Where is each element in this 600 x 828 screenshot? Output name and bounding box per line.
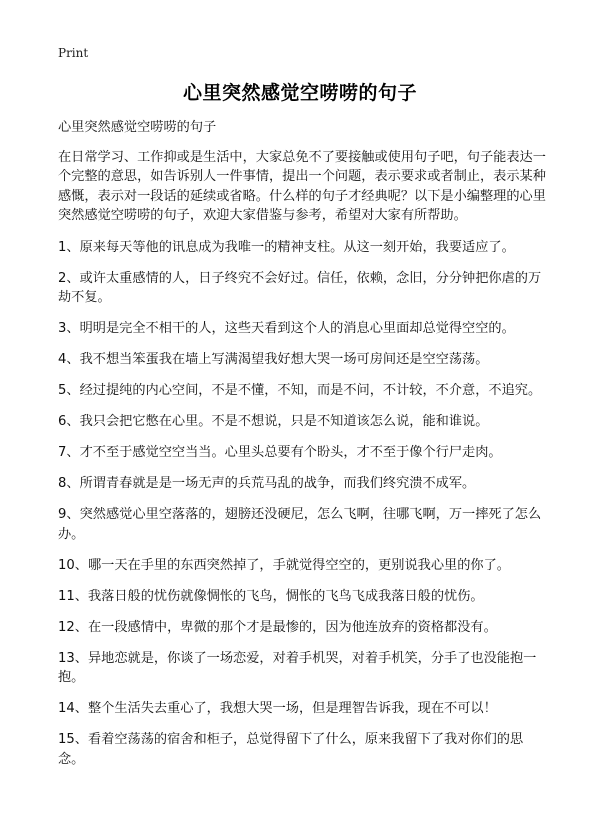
sentence-item: 5、经过提纯的内心空间，不是不懂，不知，而是不问，不计较，不介意，不追究。: [58, 383, 542, 398]
print-link[interactable]: Print: [58, 46, 89, 60]
sentence-item: 10、哪一天在手里的东西突然掉了，手就觉得空空的，更别说我心里的你了。: [58, 557, 510, 573]
sentence-item: 7、才不至于感觉空空当当。心里头总要有个盼头，才不至于像个行尸走肉。: [58, 445, 502, 460]
sentence-item: 6、我只会把它憋在心里。不是不想说，只是不知道该怎么说，能和谁说。: [58, 414, 489, 429]
intro-paragraph: 在日常学习、工作抑或是生活中，大家总免不了要接触或使用句子吧，句子能表达一个完整的意思，如告诉别人一件事情，提出一个问题，表示要求或者制止，表示某种感慨，表示对一段话的延续或省略。什么样的句子才经典呢？以下是小编整理的心里突然感觉空唠唠的句子，欢迎大家借鉴与参考，希望对大家有所帮助。: [58, 149, 546, 223]
article-subtitle: 心里突然感觉空唠唠的句子: [58, 120, 217, 135]
sentence-item: 3、明明是完全不相干的人，这些天看到这个人的消息心里面却总觉得空空的。: [58, 321, 515, 336]
sentence-item: 8、所谓青春就是是一场无声的兵荒马乱的战争，而我们终究溃不成军。: [58, 476, 476, 491]
sentence-item: 13、异地恋就是，你谈了一场恋爱，对着手机哭，对着手机笑，分手了也没能抱一抱。: [58, 650, 537, 685]
sentence-item: 9、突然感觉心里空落落的，翅膀还没硬尼，怎么飞啊，往哪飞啊，万一摔死了怎么办。: [58, 507, 542, 542]
sentence-item: 1、原来每天等他的讯息成为我唯一的精神支柱。从这一刻开始，我要适应了。: [58, 239, 515, 255]
sentence-item: 15、看着空荡荡的宿舍和柜子，总觉得留下了什么，原来我留下了我对你们的思念。: [58, 732, 524, 767]
sentence-item: 2、或许太重感情的人，日子终究不会好过。信任，依赖，念旧，分分钟把你虐的万劫不复。: [58, 270, 542, 305]
article-body: [58, 118, 546, 781]
sentence-item: 12、在一段感情中，卑微的那个才是最惨的，因为他连放弃的资格都没有。: [58, 619, 497, 635]
sentence-item: 14、整个生活失去重心了，我想大哭一场，但是理智告诉我，现在不可以！: [58, 701, 497, 716]
sentence-list: [58, 238, 546, 770]
page-title: 心里突然感觉空唠唠的句子: [182, 82, 417, 104]
sentence-item: 11、我落日般的忧伤就像惆怅的飞鸟，惆怅的飞鸟飞成我落日般的忧伤。: [58, 588, 484, 604]
sentence-item: 4、我不想当笨蛋我在墙上写满渴望我好想大哭一场可房间还是空空荡荡。: [58, 352, 489, 367]
